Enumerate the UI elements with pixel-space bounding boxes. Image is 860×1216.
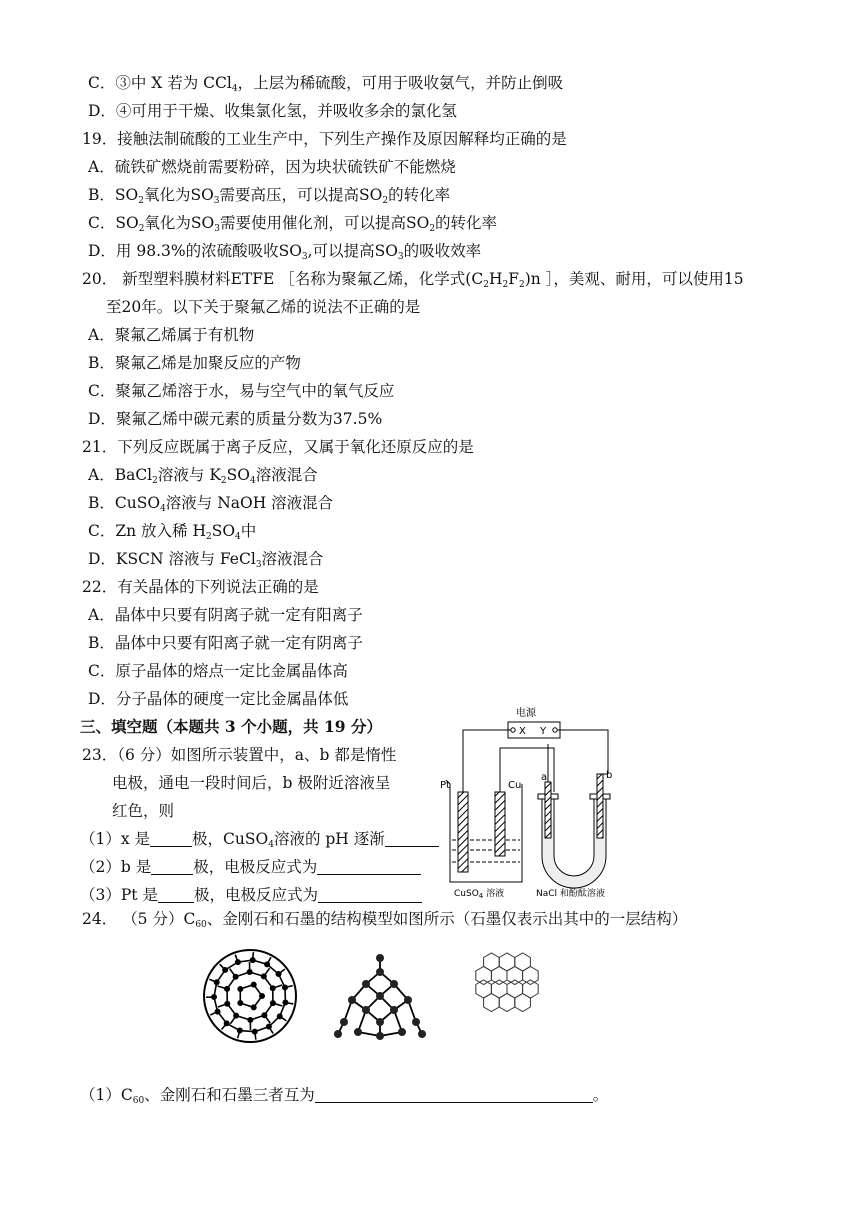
q20-stem-line1: 20． 新型塑料膜材料ETFE ［名称为聚氟乙烯，化学式$(C_2H_2F_2)n$ ］，美观、耐用，可以使用15: [82, 270, 744, 290]
power-source-box: [508, 722, 560, 738]
cuso4-solution-label: CuSO$_4$ 溶液: [454, 889, 505, 900]
electrode-b-label: b: [606, 770, 613, 781]
q20-option-c: C．聚氟乙烯溶于水，易与空气中的氧气反应: [88, 382, 395, 400]
q21-option-d: D．KSCN 溶液与 FeCl$_3$溶液混合: [88, 550, 324, 570]
cu-label: Cu: [508, 780, 522, 791]
q24-stem: 24． （5 分）$C_{60}$、金刚石和石墨的结构模型如图所示（石墨仅表示出其中的一层结构）: [82, 910, 688, 930]
q23-part3: （3）Pt 是 极，电极反应式为: [80, 884, 422, 906]
electrode-b: [597, 774, 603, 838]
electrolysis-diagram: [438, 704, 638, 900]
electrode-a: [545, 782, 551, 838]
cu-electrode: [495, 792, 505, 856]
section-3-heading: 三、填空题（本题共 3 个小题，共 19 分）: [80, 717, 382, 736]
q19-option-a: A．硫铁矿燃烧前需要粉碎，因为块状硫铁矿不能燃烧: [88, 158, 456, 176]
diamond-structure-model: [330, 948, 432, 1040]
q19-option-b: B．$SO_2$氧化为$SO_3$需要高压，可以提高$SO_2$的转化率: [88, 186, 451, 206]
q19-option-d: D．用 98.3%的浓硫酸吸收$SO_3$,可以提高$SO_3$的吸收效率: [88, 242, 482, 262]
q21-option-a: A．BaCl$_2$溶液与 $K_2SO_4$溶液混合: [88, 466, 318, 486]
beaker: [446, 780, 522, 882]
q19-option-c: C．$SO_2$氧化为$SO_3$需要使用催化剂，可以提高$SO_2$的转化率: [88, 214, 498, 234]
electrode-a-label: a: [541, 772, 548, 783]
power-source-label: 电源: [516, 708, 536, 719]
pt-label: Pt: [440, 780, 450, 791]
q20-stem-line2: 至20年。以下关于聚氟乙烯的说法不正确的是: [106, 298, 421, 316]
q24-part1: $(1)C_{60}$、金刚石和石墨三者互为 。: [80, 1086, 609, 1106]
q23-part2: （2）b 是 极，电极反应式为: [80, 856, 421, 878]
q22-option-a: A．晶体中只要有阴离子就一定有阳离子: [88, 606, 363, 624]
nacl-solution-label: NaCl 和酚酞溶液: [536, 889, 605, 899]
q18-option-d: D．④可用于干燥、收集氯化氢，并吸收多余的氯化氢: [88, 102, 457, 120]
q18-option-c: C．③中 X 若为 CCl$_4$，上层为稀硫酸，可用于吸收氨气，并防止倒吸: [88, 74, 564, 94]
q20-option-a: A．聚氟乙烯属于有机物: [88, 326, 255, 344]
terminal-y-label: Y: [540, 726, 547, 737]
q22-option-b: B．晶体中只要有阳离子就一定有阴离子: [88, 634, 363, 652]
q19-stem: 19．接触法制硫酸的工业生产中，下列生产操作及原因解释均正确的是: [82, 130, 567, 148]
pt-electrode: [458, 792, 468, 872]
graphite-layer-model: [462, 944, 552, 1044]
q20-option-d: D．聚氟乙烯中碳元素的质量分数为37.5%: [88, 410, 383, 428]
c60-structure-model: [198, 944, 302, 1048]
q20-option-b: B．聚氟乙烯是加聚反应的产物: [88, 354, 301, 372]
q21-stem: 21．下列反应既属于离子反应，又属于氧化还原反应的是: [82, 438, 474, 456]
q22-option-d: D．分子晶体的硬度一定比金属晶体低: [88, 690, 349, 708]
q21-option-c: C．Zn 放入稀 $H_2SO_4$中: [88, 522, 257, 542]
q23-part1: （1）x 是 极，CuSO$_4$溶液的 pH 逐渐: [80, 828, 439, 850]
q21-option-b: B．CuSO$_4$溶液与 NaOH 溶液混合: [88, 494, 334, 514]
q22-option-c: C．原子晶体的熔点一定比金属晶体高: [88, 662, 348, 680]
q23-stem-line1: 23．（6 分）如图所示装置中，a、b 都是惰性: [82, 746, 397, 764]
q23-stem-line2: 电极，通电一段时间后，b 极附近溶液呈: [112, 774, 391, 792]
q22-stem: 22．有关晶体的下列说法正确的是: [82, 578, 319, 596]
q23-stem-line3: 红色，则: [112, 802, 175, 820]
terminal-x-label: X: [519, 726, 526, 737]
